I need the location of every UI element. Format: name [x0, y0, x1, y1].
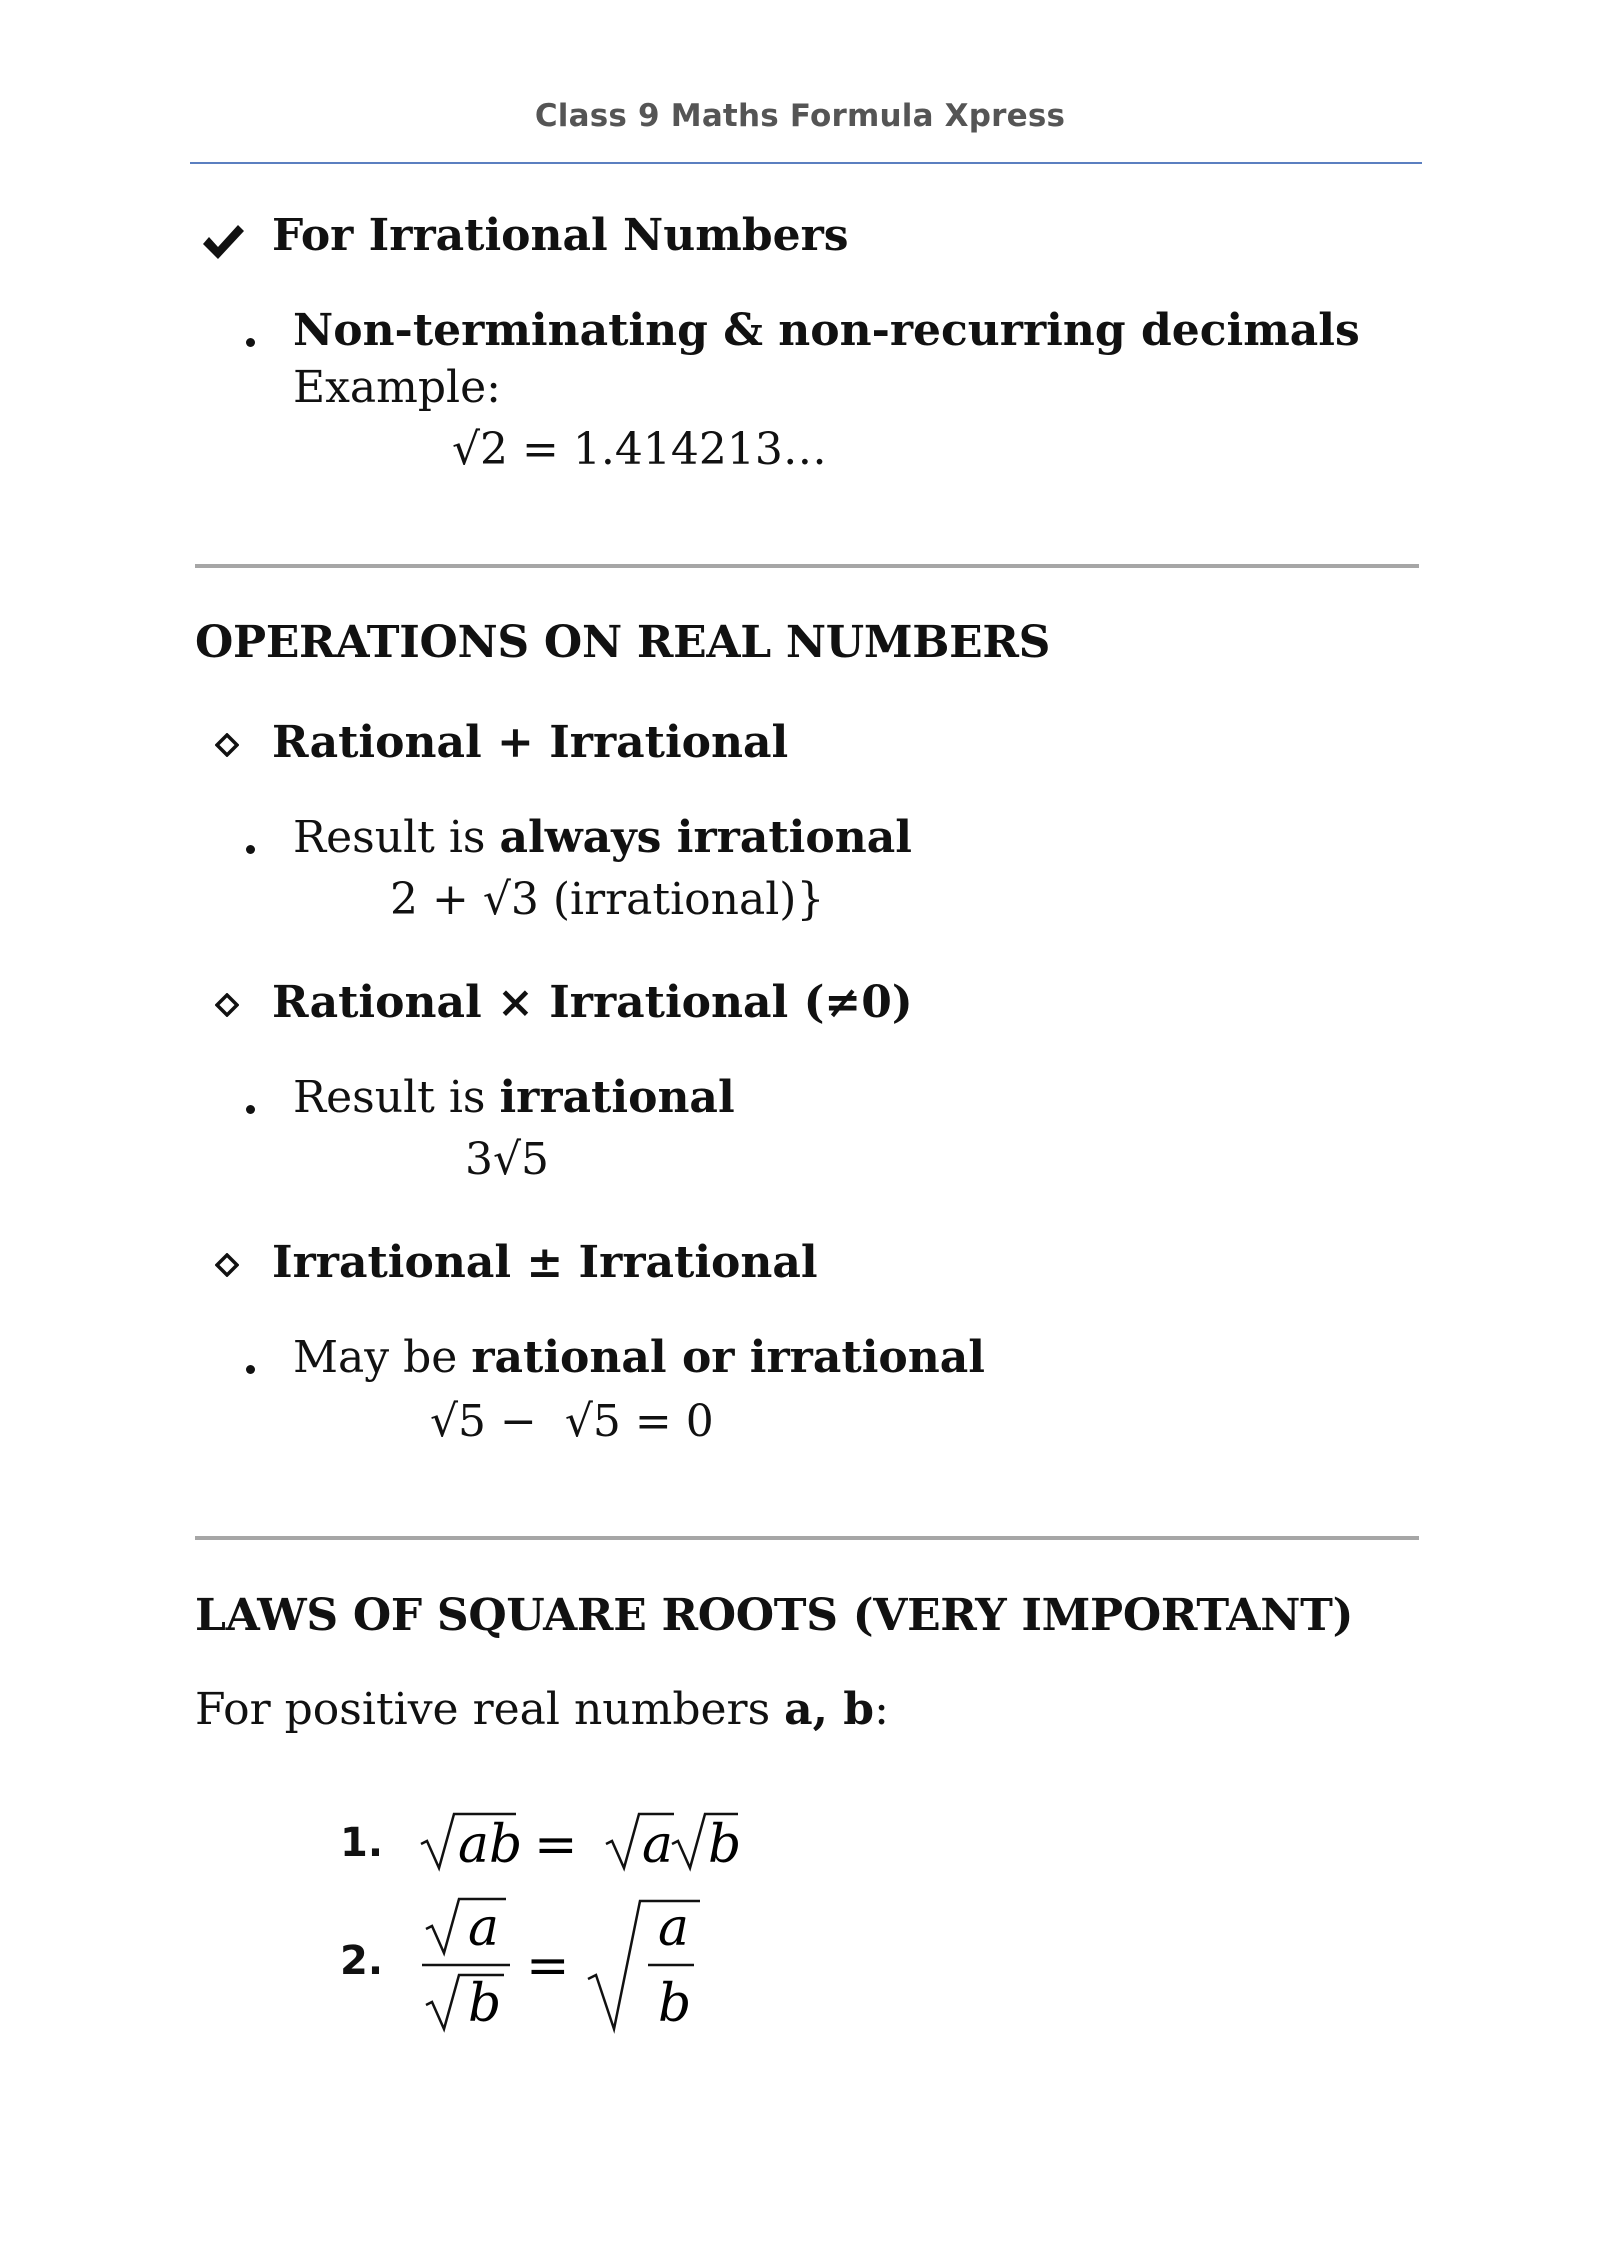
operation-example: 3√5: [465, 1134, 550, 1185]
operation-title: Rational + Irrational: [272, 717, 789, 768]
irrational-heading: For Irrational Numbers: [272, 210, 849, 261]
bullet-icon: [246, 338, 255, 347]
formula-product-rule: [418, 1808, 778, 1878]
header-title: Class 9 Maths Formula Xpress: [534, 98, 1066, 134]
example-equation: √2 = 1.414213…: [452, 424, 827, 475]
header-divider: [190, 162, 1422, 164]
laws-intro: For positive real numbers a, b:: [195, 1684, 889, 1735]
equals-sign: =: [526, 1936, 570, 1996]
irrational-bullet-title: Non-terminating & non-recurring decimals: [293, 305, 1360, 356]
fraction-numerator: a: [658, 1898, 690, 1958]
section-divider: [195, 1536, 1419, 1540]
equals-sign: =: [534, 1815, 578, 1875]
bullet-icon: [246, 1365, 255, 1374]
formula-quotient-rule: [418, 1895, 718, 2035]
diamond-bullet-icon: [215, 733, 239, 757]
example-label: Example:: [293, 362, 501, 413]
laws-heading: LAWS OF SQUARE ROOTS (VERY IMPORTANT): [195, 1590, 1354, 1641]
fraction-denominator: b: [658, 1974, 692, 2034]
operation-result: Result is irrational: [293, 1072, 735, 1123]
operation-title: Irrational ± Irrational: [272, 1237, 818, 1288]
operation-result: Result is always irrational: [293, 812, 912, 863]
bullet-icon: [246, 845, 255, 854]
radicand: b: [468, 1974, 502, 2034]
diamond-bullet-icon: [215, 993, 239, 1017]
operation-result: May be rational or irrational: [293, 1332, 985, 1383]
section-divider: [195, 564, 1419, 568]
bullet-icon: [246, 1105, 255, 1114]
diamond-bullet-icon: [215, 1253, 239, 1277]
operations-heading: OPERATIONS ON REAL NUMBERS: [195, 617, 1051, 668]
radicand: ab: [458, 1815, 523, 1875]
formula-number: 2.: [340, 1938, 384, 1984]
formula-number: 1.: [340, 1820, 384, 1866]
operation-title: Rational × Irrational (≠0): [272, 977, 913, 1028]
operation-example: 2 + √3 (irrational)}: [390, 874, 825, 925]
operation-example: √5 − √5 = 0: [430, 1396, 714, 1447]
radicand: a: [642, 1815, 674, 1875]
radicand: b: [708, 1815, 742, 1875]
radicand: a: [468, 1898, 500, 1958]
checkmark-icon: [200, 222, 246, 262]
